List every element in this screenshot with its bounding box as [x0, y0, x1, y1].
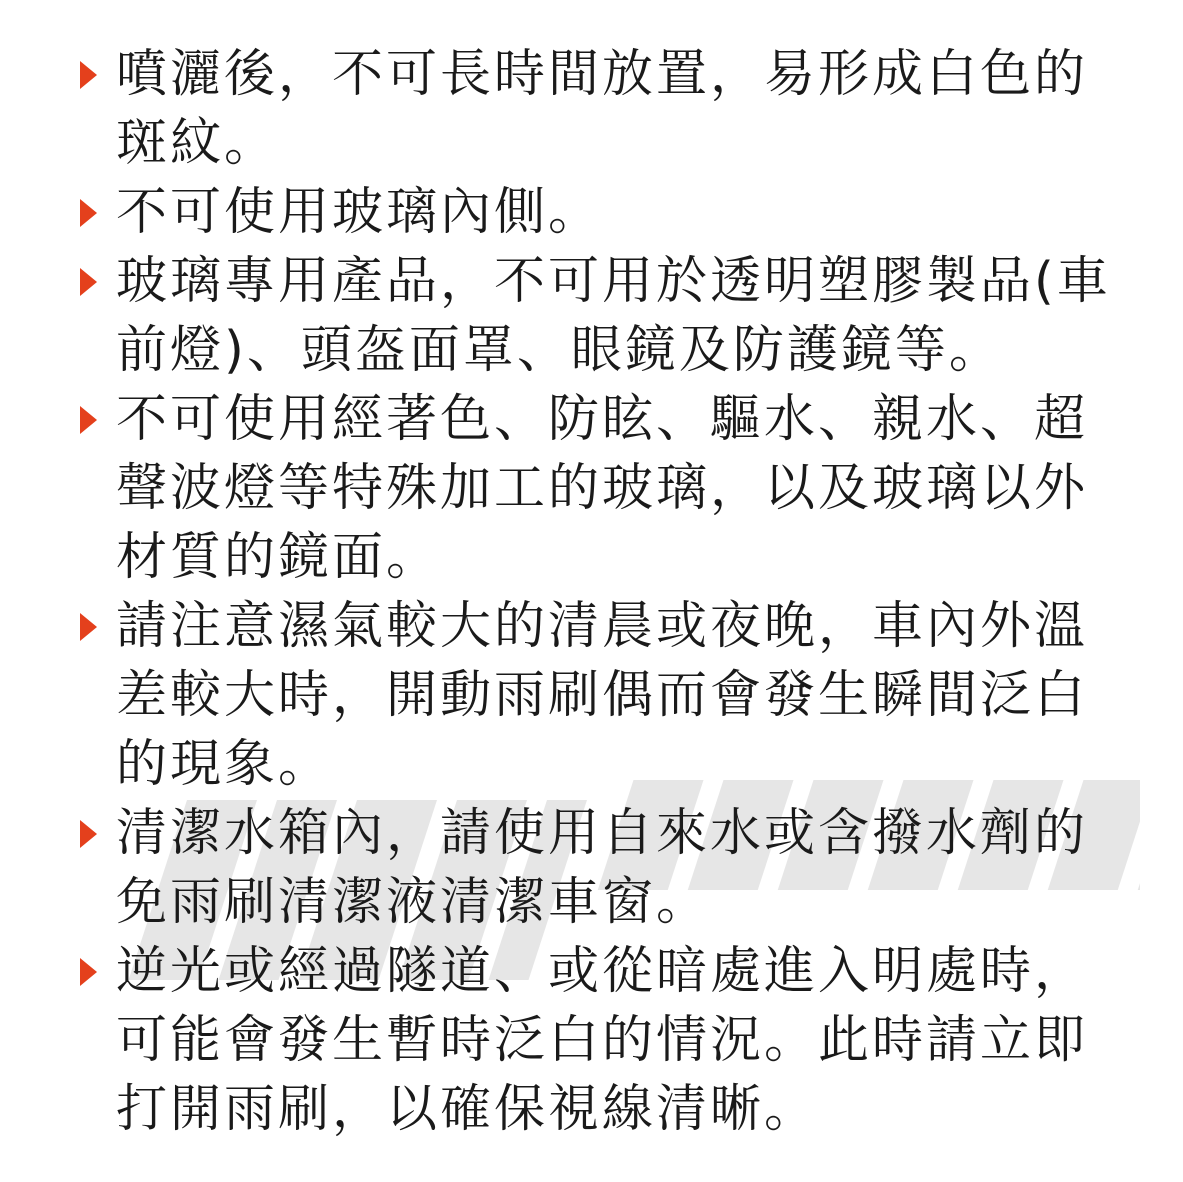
triangle-right-icon [80, 820, 97, 848]
list-item-text: 逆光或經過隧道、或從暗處進入明處時，可能會發生暫時泛白的情況。此時請立即打開雨刷，以確保視線清晰。 [116, 942, 1089, 1139]
list-item [0, 178, 1183, 247]
triangle-right-icon [80, 406, 97, 434]
triangle-right-icon [80, 958, 97, 986]
list-item-text: 不可使用玻璃內側。 [116, 183, 603, 242]
list-item [0, 799, 1183, 937]
list-item [0, 592, 1183, 799]
list-item-text: 噴灑後，不可長時間放置，易形成白色的斑紋。 [116, 45, 1089, 173]
triangle-right-icon [80, 61, 97, 89]
triangle-right-icon [80, 199, 97, 227]
precaution-list [0, 40, 1183, 1144]
list-item-text: 不可使用經著色、防眩、驅水、親水、超聲波燈等特殊加工的玻璃，以及玻璃以外材質的鏡面。 [116, 390, 1089, 587]
list-item [0, 385, 1183, 592]
list-item-text: 請注意濕氣較大的清晨或夜晚，車內外溫差較大時，開動雨刷偶而會發生瞬間泛白的現象。 [116, 597, 1089, 794]
triangle-right-icon [80, 613, 97, 641]
list-item-text: 清潔水箱內，請使用自來水或含撥水劑的免雨刷清潔液清潔車窗。 [116, 804, 1089, 932]
list-item [0, 247, 1183, 385]
list-item [0, 937, 1183, 1144]
triangle-right-icon [80, 268, 97, 296]
list-item [0, 40, 1183, 178]
list-item-text: 玻璃專用產品，不可用於透明塑膠製品(車前燈)、頭盔面罩、眼鏡及防護鏡等。 [116, 252, 1111, 380]
